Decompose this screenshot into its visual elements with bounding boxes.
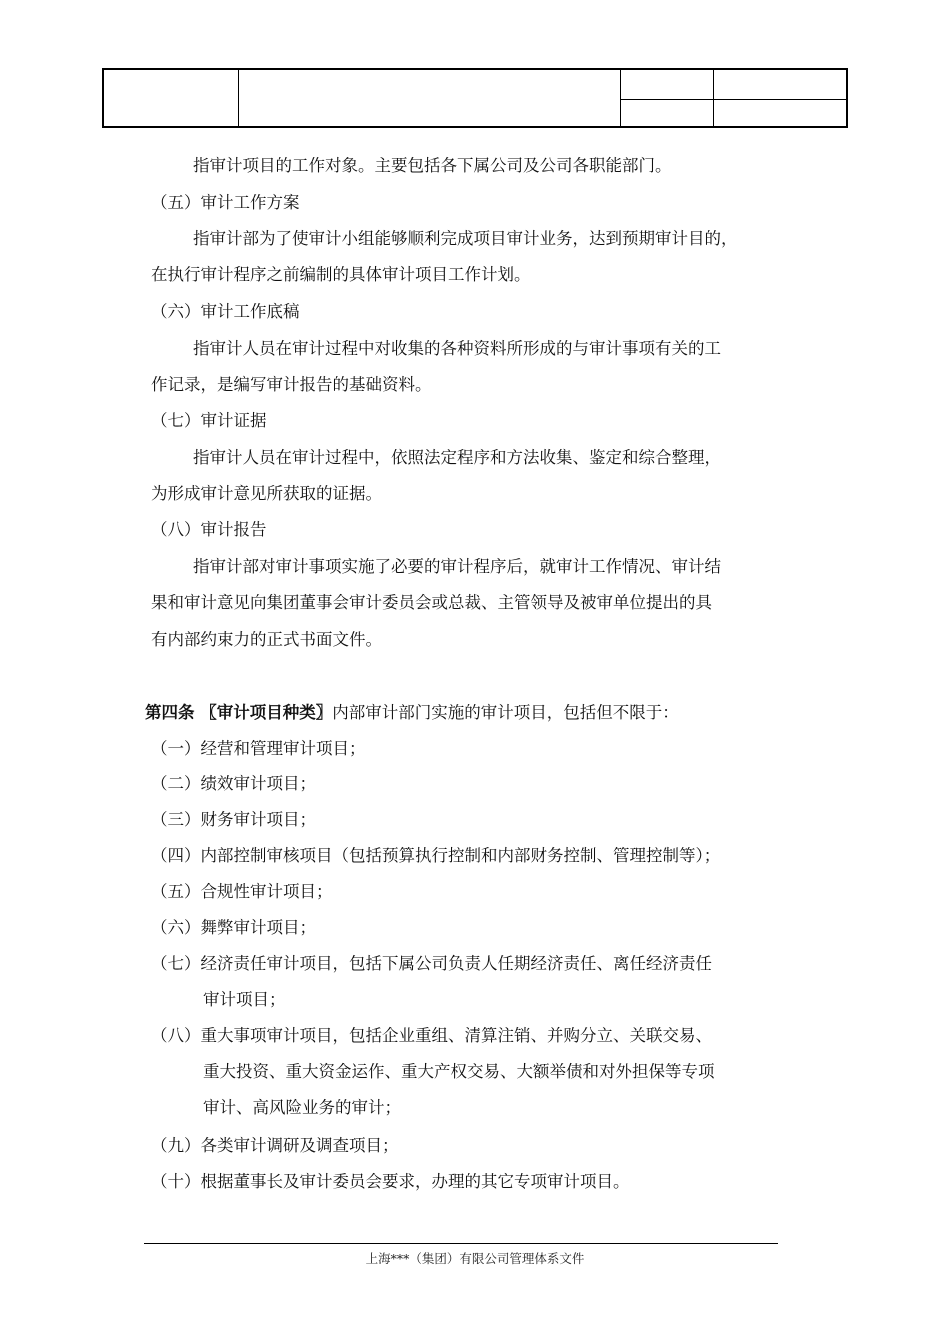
paragraph-line: 指审计部对审计事项实施了必要的审计程序后，就审计工作情况、审计结	[193, 557, 721, 576]
paragraph-line: 指审计人员在审计过程中，依照法定程序和方法收集、鉴定和综合整理，	[193, 448, 721, 467]
list-item: （六）舞弊审计项目；	[151, 918, 316, 937]
article-4-line	[145, 702, 679, 724]
list-item: （九）各类审计调研及调查项目；	[151, 1136, 399, 1155]
header-table-divider	[238, 70, 239, 126]
footer-divider	[144, 1243, 778, 1244]
section-heading: （八）审计报告	[151, 520, 267, 539]
header-table-divider	[620, 70, 621, 126]
list-item: （七）经济责任审计项目，包括下属公司负责人任期经济责任、离任经济责任	[151, 954, 712, 973]
list-item: （三）财务审计项目；	[151, 810, 316, 829]
list-item-continuation: 审计项目；	[203, 990, 286, 1009]
paragraph-line: 为形成审计意见所获取的证据。	[151, 484, 382, 503]
list-item-continuation: 重大投资、重大资金运作、重大产权交易、大额举债和对外担保等专项	[203, 1062, 715, 1081]
paragraph-line: 作记录，是编写审计报告的基础资料。	[151, 375, 432, 394]
list-item-continuation: 审计、高风险业务的审计；	[203, 1098, 401, 1117]
section-heading: （七）审计证据	[151, 411, 267, 430]
list-item: （四）内部控制审核项目（包括预算执行控制和内部财务控制、管理控制等）；	[151, 846, 721, 865]
article-4-heading: 第四条 〖审计项目种类〗	[145, 703, 333, 722]
header-table	[102, 68, 848, 128]
list-item: （八）重大事项审计项目，包括企业重组、清算注销、并购分立、关联交易、	[151, 1026, 712, 1045]
header-table-divider	[713, 70, 714, 126]
paragraph-line: 果和审计意见向集团董事会审计委员会或总裁、主管领导及被审单位提出的具	[151, 593, 712, 612]
article-4-intro: 内部审计部门实施的审计项目，包括但不限于：	[332, 703, 679, 722]
paragraph-line: 在执行审计程序之前编制的具体审计项目工作计划。	[151, 265, 531, 284]
paragraph-line: 指审计项目的工作对象。主要包括各下属公司及公司各职能部门。	[193, 156, 672, 175]
section-heading: （六）审计工作底稿	[151, 302, 300, 321]
list-item: （二）绩效审计项目；	[151, 774, 316, 793]
paragraph-line: 指审计人员在审计过程中对收集的各种资料所形成的与审计事项有关的工	[193, 339, 721, 358]
paragraph-line: 有内部约束力的正式书面文件。	[151, 630, 382, 649]
list-item: （十）根据董事长及审计委员会要求，办理的其它专项审计项目。	[151, 1172, 630, 1191]
list-item: （一）经营和管理审计项目；	[151, 739, 366, 758]
section-heading: （五）审计工作方案	[151, 193, 300, 212]
header-table-row-divider	[620, 99, 846, 100]
paragraph-line: 指审计部为了使审计小组能够顺利完成项目审计业务，达到预期审计目的，	[193, 229, 738, 248]
footer-text: 上海***（集团）有限公司管理体系文件	[365, 1251, 585, 1266]
list-item: （五）合规性审计项目；	[151, 882, 333, 901]
